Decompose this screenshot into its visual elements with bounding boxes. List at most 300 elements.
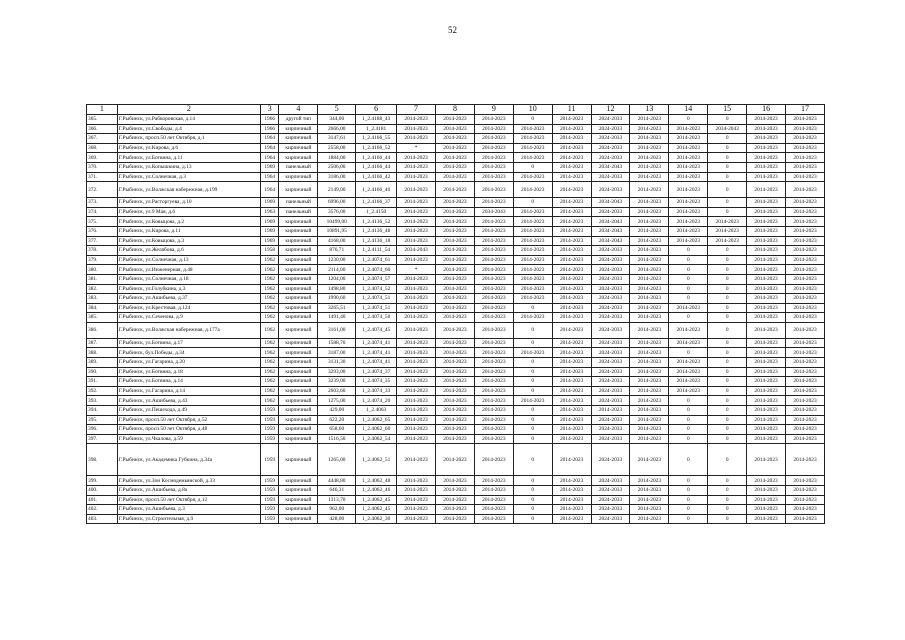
table-cell: 2558,00 bbox=[318, 143, 356, 153]
table-cell: 1959 bbox=[261, 434, 279, 444]
table-row bbox=[87, 207, 825, 217]
column-header: 2 bbox=[117, 105, 260, 115]
table-cell: панельный bbox=[279, 207, 318, 217]
column-header: 12 bbox=[591, 105, 630, 115]
table-cell: 2014-2023 bbox=[474, 182, 513, 198]
table-cell: Г.Рыбинск, просп.50 лет Октября, д.12 bbox=[117, 495, 260, 505]
table-cell: 403. bbox=[87, 514, 118, 524]
table-cell: 387. bbox=[87, 338, 118, 348]
table-cell: 0 bbox=[669, 406, 708, 416]
column-header: 4 bbox=[279, 105, 318, 115]
table-cell: 2024-2033 bbox=[591, 182, 630, 198]
table-cell: кирпичный bbox=[279, 303, 318, 313]
table-cell: Г.Рыбинск, ул.Ботвина, д.17 bbox=[117, 338, 260, 348]
table-cell: 2034-2043 bbox=[397, 246, 436, 256]
table-cell: Г.Рыбинск, ул.Желябова, д.6 bbox=[117, 246, 260, 256]
table-cell: 2014-2023 bbox=[513, 294, 552, 304]
table-row bbox=[87, 358, 825, 368]
table-cell: 2014-2023 bbox=[630, 313, 669, 323]
table-cell: 2014-2023 bbox=[786, 198, 825, 208]
table-cell: 2014-2023 bbox=[552, 246, 591, 256]
table-cell: 2014-2023 bbox=[630, 246, 669, 256]
table-cell: Г.Рыбинск, ул.Расторгуева, д.10 bbox=[117, 198, 260, 208]
table-cell: 1959 bbox=[261, 425, 279, 435]
table-cell: 0 bbox=[708, 348, 747, 358]
table-cell: 2014-2023 bbox=[474, 406, 513, 416]
table-cell: 0 bbox=[513, 406, 552, 416]
table-cell: 2014-2023 bbox=[552, 162, 591, 172]
table-cell: 2014-2023 bbox=[786, 377, 825, 387]
table-cell: 2014-2023 bbox=[474, 338, 513, 348]
table-cell: 0 bbox=[708, 207, 747, 217]
table-cell: 2014-2023 bbox=[786, 246, 825, 256]
table-cell: 2024-2033 bbox=[591, 425, 630, 435]
table-cell: 2014-2023 bbox=[786, 358, 825, 368]
table-cell: 2024-2033 bbox=[591, 495, 630, 505]
table-cell: 397. bbox=[87, 434, 118, 444]
table-cell: 1_2.4166_52 bbox=[356, 143, 397, 153]
table-cell: 1_2.4136_52 bbox=[356, 217, 397, 227]
table-row bbox=[87, 274, 825, 284]
table-cell: 2014-2023 bbox=[786, 348, 825, 358]
table-cell: 2014-2023 bbox=[513, 153, 552, 163]
table-cell: 0 bbox=[513, 322, 552, 338]
table-cell: 0 bbox=[669, 115, 708, 125]
table-cell: 4448,80 bbox=[318, 476, 356, 486]
table-cell: 2014-2023 bbox=[397, 207, 436, 217]
table-cell: 0 bbox=[513, 486, 552, 496]
table-cell: 0 bbox=[669, 284, 708, 294]
table-cell: 2014-2023 bbox=[630, 162, 669, 172]
table-cell: 1958 bbox=[261, 246, 279, 256]
table-cell: Г.Рыбинск, ул.Волжская набережная, д.199 bbox=[117, 182, 260, 198]
table-cell: 2014-2023 bbox=[786, 162, 825, 172]
table-cell: 344,00 bbox=[318, 115, 356, 125]
table-cell: 1962 bbox=[261, 396, 279, 406]
table-cell: кирпичный bbox=[279, 182, 318, 198]
table-cell: 2014-2023 bbox=[513, 182, 552, 198]
table-cell: 1_2.4074_37 bbox=[356, 367, 397, 377]
table-cell: 2014-2023 bbox=[630, 358, 669, 368]
table-cell: 2014-2023 bbox=[436, 115, 475, 125]
table-cell: кирпичный bbox=[279, 434, 318, 444]
table-cell: 2014-2023 bbox=[552, 143, 591, 153]
table-cell: 0 bbox=[708, 134, 747, 144]
table-cell: 2014-2023 bbox=[474, 236, 513, 246]
table-cell: 2014-2023 bbox=[786, 486, 825, 496]
table-cell: 2014-2023 bbox=[397, 313, 436, 323]
table-cell: 2014-2023 bbox=[397, 198, 436, 208]
table-cell: кирпичный bbox=[279, 495, 318, 505]
table-cell: 2014-2023 bbox=[397, 236, 436, 246]
table-cell: 2014-2023 bbox=[513, 143, 552, 153]
table-cell: 2014-2023 bbox=[786, 495, 825, 505]
table-cell: 2014-2023 bbox=[397, 386, 436, 396]
table-cell: Г.Рыбинск, ул.Ботвина, д.18 bbox=[117, 367, 260, 377]
table-cell: 1265,00 bbox=[318, 444, 356, 476]
table-row bbox=[87, 265, 825, 275]
table-cell: 2014-2023 bbox=[786, 294, 825, 304]
table-cell: 2014-2023 bbox=[747, 134, 786, 144]
table-cell: 391. bbox=[87, 377, 118, 387]
table-row bbox=[87, 434, 825, 444]
table-cell: 2603,60 bbox=[318, 386, 356, 396]
table-cell: кирпичный bbox=[279, 284, 318, 294]
table-cell: 2014-2023 bbox=[630, 217, 669, 227]
table-cell: 2014-2023 bbox=[513, 124, 552, 134]
table-cell: 2024-2033 bbox=[591, 476, 630, 486]
table-cell: 2014-2023 bbox=[397, 322, 436, 338]
table-cell: 0 bbox=[708, 265, 747, 275]
table-cell: Г.Рыбинск, ул.Солнечная, д.18 bbox=[117, 274, 260, 284]
table-cell: 1990,60 bbox=[318, 294, 356, 304]
column-header: 15 bbox=[708, 105, 747, 115]
table-cell: 385. bbox=[87, 313, 118, 323]
table-cell: 2014-2023 bbox=[397, 415, 436, 425]
table-cell: 2014-2023 bbox=[474, 486, 513, 496]
table-cell: 2014-2023 bbox=[552, 198, 591, 208]
table-cell: Г.Рыбинск, просп.50 лет Октября, д.1 bbox=[117, 134, 260, 144]
table-cell: 2034-2043 bbox=[591, 226, 630, 236]
table-cell: 2014-2023 bbox=[630, 255, 669, 265]
table-cell: 1230,00 bbox=[318, 255, 356, 265]
table-cell: 2014-2023 bbox=[630, 406, 669, 416]
table-cell: 2014-2023 bbox=[630, 236, 669, 246]
table-cell: 658,60 bbox=[318, 425, 356, 435]
table-cell: 2014-2023 bbox=[552, 217, 591, 227]
table-cell: 2014-2023 bbox=[513, 207, 552, 217]
table-cell: 2014-2023 bbox=[669, 207, 708, 217]
table-cell: 0 bbox=[669, 396, 708, 406]
table-cell: 1964 bbox=[261, 134, 279, 144]
table-cell: 2014-2023 bbox=[397, 274, 436, 284]
table-cell: 2014-2023 bbox=[708, 236, 747, 246]
table-cell: 2014-2023 bbox=[747, 348, 786, 358]
table-cell: 2014-2023 bbox=[669, 358, 708, 368]
table-cell: 2014-2023 bbox=[436, 198, 475, 208]
table-cell: 2034-2043 bbox=[591, 198, 630, 208]
column-header: 13 bbox=[630, 105, 669, 115]
table-cell: кирпичный bbox=[279, 134, 318, 144]
table-cell: 1962 bbox=[261, 322, 279, 338]
table-cell: кирпичный bbox=[279, 236, 318, 246]
table-cell: 1_2.4074_33 bbox=[356, 386, 397, 396]
table-cell: 2014-2023 bbox=[436, 396, 475, 406]
table-cell: 0 bbox=[669, 274, 708, 284]
table-cell: 2014-2023 bbox=[747, 162, 786, 172]
table-cell: 2034-2043 bbox=[591, 162, 630, 172]
table-cell: 2014-2023 bbox=[552, 495, 591, 505]
table-cell: 2014-2023 bbox=[747, 143, 786, 153]
table-cell: кирпичный bbox=[279, 377, 318, 387]
table-cell: 1962 bbox=[261, 284, 279, 294]
table-cell: кирпичный bbox=[279, 396, 318, 406]
table-cell: 2024-2033 bbox=[591, 348, 630, 358]
table-cell: 2014-2023 bbox=[552, 182, 591, 198]
table-row bbox=[87, 143, 825, 153]
table-cell: 379. bbox=[87, 255, 118, 265]
table-cell: 1962 bbox=[261, 294, 279, 304]
table-cell: 2014-2023 bbox=[630, 303, 669, 313]
table-cell: 2014-2023 bbox=[474, 162, 513, 172]
table-cell: 2014-2023 bbox=[630, 486, 669, 496]
table-cell: 377. bbox=[87, 236, 118, 246]
table-cell: 2014-2023 bbox=[552, 255, 591, 265]
table-cell: 400. bbox=[87, 486, 118, 496]
column-header: 10 bbox=[513, 105, 552, 115]
table-cell: 2014-2023 bbox=[630, 265, 669, 275]
table-cell: 373. bbox=[87, 198, 118, 208]
table-cell: 1_2.4136_48 bbox=[356, 226, 397, 236]
table-cell: 2014-2023 bbox=[397, 115, 436, 125]
table-cell: 2014-2023 bbox=[474, 198, 513, 208]
table-row bbox=[87, 444, 825, 476]
table-cell: 2014-2023 bbox=[747, 505, 786, 515]
table-cell: 2014-2023 bbox=[747, 425, 786, 435]
table-cell: 2014-2023 bbox=[552, 284, 591, 294]
table-row bbox=[87, 172, 825, 182]
table-cell: 2014-2023 bbox=[397, 226, 436, 236]
table-cell: Г.Рыбинск, ул.Гагарина, д.20 bbox=[117, 358, 260, 368]
table-cell: 2014-2023 bbox=[669, 226, 708, 236]
table-cell: 2014-2023 bbox=[474, 514, 513, 524]
table-cell: 6996,00 bbox=[318, 198, 356, 208]
table-cell: 2024-2033 bbox=[591, 514, 630, 524]
table-row bbox=[87, 246, 825, 256]
table-cell: 2014-2023 bbox=[474, 134, 513, 144]
table-cell: 3187,00 bbox=[318, 348, 356, 358]
table-cell: 2014-2023 bbox=[747, 434, 786, 444]
table-cell: 1_2.4150 bbox=[356, 207, 397, 217]
table-cell: 0 bbox=[708, 322, 747, 338]
table-cell: 2014-2023 bbox=[786, 476, 825, 486]
table-cell: 395. bbox=[87, 415, 118, 425]
table-cell: 396. bbox=[87, 425, 118, 435]
table-cell: кирпичный bbox=[279, 386, 318, 396]
table-cell: 367. bbox=[87, 134, 118, 144]
table-cell: 1_2.4074_52 bbox=[356, 284, 397, 294]
column-header: 6 bbox=[356, 105, 397, 115]
table-cell: 376. bbox=[87, 226, 118, 236]
table-cell: 2014-2023 bbox=[436, 284, 475, 294]
table-cell: Г.Рыбинск, ул.Академика Губкина, д.34а bbox=[117, 444, 260, 476]
table-cell: 2014-2023 bbox=[474, 495, 513, 505]
table-cell: 1_2.4062_46 bbox=[356, 486, 397, 496]
table-cell: Г.Рыбинск, ул.Солнечная, д.13 bbox=[117, 255, 260, 265]
table-cell: 2014-2023 bbox=[513, 396, 552, 406]
table-cell: 2014-2023 bbox=[436, 217, 475, 227]
column-header: 7 bbox=[397, 105, 436, 115]
table-cell: Г.Рыбинск, ул.Солнечная, д.3 bbox=[117, 172, 260, 182]
table-row bbox=[87, 182, 825, 198]
table-cell: 2014-2023 bbox=[552, 415, 591, 425]
table-cell: 2014-2023 bbox=[552, 313, 591, 323]
table-cell: 2014-2023 bbox=[513, 255, 552, 265]
table-cell: Г.Рыбинск, ул.Ашибьева, д.43 bbox=[117, 396, 260, 406]
table-cell: 1959 bbox=[261, 495, 279, 505]
table-cell: 2014-2023 bbox=[474, 358, 513, 368]
table-cell: 2014-2023 bbox=[474, 348, 513, 358]
table-cell: 2014-2023 bbox=[786, 134, 825, 144]
column-header: 14 bbox=[669, 105, 708, 115]
table-cell: кирпичный bbox=[279, 322, 318, 338]
table-cell: 2014-2023 bbox=[669, 377, 708, 387]
table-cell: 2014-2023 bbox=[474, 313, 513, 323]
table-cell: 2024-2033 bbox=[591, 284, 630, 294]
table-cell: 2014-2023 bbox=[786, 505, 825, 515]
table-cell: 2014-2023 bbox=[747, 476, 786, 486]
table-cell: 0 bbox=[669, 486, 708, 496]
table-cell: 369. bbox=[87, 153, 118, 163]
table-cell: 0 bbox=[708, 274, 747, 284]
table-cell: 2014-2023 bbox=[513, 217, 552, 227]
table-cell: 2014-2023 bbox=[747, 198, 786, 208]
table-row bbox=[87, 367, 825, 377]
table-cell: 2014-2023 bbox=[786, 514, 825, 524]
table-cell: 2014-2023 bbox=[474, 377, 513, 387]
table-cell: другой тип bbox=[279, 115, 318, 125]
table-cell: 2014-2023 bbox=[397, 284, 436, 294]
table-cell: 0 bbox=[669, 425, 708, 435]
table-cell: 2014-2023 bbox=[747, 124, 786, 134]
table-cell: Г.Рыбинск, ул.Строительная, д.9 bbox=[117, 514, 260, 524]
table-row bbox=[87, 396, 825, 406]
table-cell: 2024-2033 bbox=[591, 505, 630, 515]
table-cell: кирпичный bbox=[279, 265, 318, 275]
table-cell: 1498,80 bbox=[318, 284, 356, 294]
table-cell: 2014-2023 bbox=[513, 284, 552, 294]
table-cell: 1_2.4074_51 bbox=[356, 303, 397, 313]
table-cell: 2014-2023 bbox=[397, 153, 436, 163]
table-cell: 2014-2023 bbox=[552, 486, 591, 496]
table-cell: 1969 bbox=[261, 226, 279, 236]
table-cell: 2014-2023 bbox=[747, 226, 786, 236]
table-row bbox=[87, 495, 825, 505]
table-cell: 0 bbox=[669, 514, 708, 524]
housing-schedule-table bbox=[86, 104, 825, 524]
table-cell: 2014-2023 bbox=[474, 294, 513, 304]
table-cell: 2014-2023 bbox=[786, 367, 825, 377]
table-cell: 2014-2023 bbox=[630, 377, 669, 387]
table-cell: 876,71 bbox=[318, 246, 356, 256]
table-cell: 2014-2023 bbox=[747, 514, 786, 524]
table-cell: 2014-2023 bbox=[786, 265, 825, 275]
table-cell: кирпичный bbox=[279, 415, 318, 425]
table-cell: 2014-2023 bbox=[513, 134, 552, 144]
table-cell: 2014-2023 bbox=[474, 415, 513, 425]
table-cell: 2014-2023 bbox=[747, 246, 786, 256]
table-cell: 2014-2023 bbox=[552, 124, 591, 134]
table-cell: 1963 bbox=[261, 207, 279, 217]
table-cell: 2014-2023 bbox=[630, 134, 669, 144]
table-cell: Г.Рыбинск, ул.Чкалова, д.59 bbox=[117, 434, 260, 444]
table-cell: 381. bbox=[87, 274, 118, 284]
table-cell: 2014-2023 bbox=[474, 274, 513, 284]
table-cell: 1966 bbox=[261, 124, 279, 134]
table-cell: 2014-2023 bbox=[669, 217, 708, 227]
table-cell: 2024-2033 bbox=[591, 367, 630, 377]
table-cell: 2014-2023 bbox=[630, 338, 669, 348]
table-cell: 0 bbox=[513, 338, 552, 348]
table-cell: 2014-2023 bbox=[786, 313, 825, 323]
table-cell: кирпичный bbox=[279, 476, 318, 486]
table-cell: 2014-2023 bbox=[436, 406, 475, 416]
table-cell: Г.Рыбинск, ул.Свободы, д.4 bbox=[117, 124, 260, 134]
table-cell: кирпичный bbox=[279, 294, 318, 304]
table-cell: 2014-2023 bbox=[397, 396, 436, 406]
table-cell: 2014-2023 bbox=[436, 143, 475, 153]
table-cell: 2014-2023 bbox=[474, 386, 513, 396]
table-cell: Г.Рыбинск, бул.Победы, д.34 bbox=[117, 348, 260, 358]
table-cell: 2014-2023 bbox=[552, 425, 591, 435]
table-cell: 1_2.4074_57 bbox=[356, 274, 397, 284]
table-cell: 2014-2023 bbox=[630, 294, 669, 304]
table-cell: 2024-2033 bbox=[591, 255, 630, 265]
table-cell: 2014-2023 bbox=[436, 505, 475, 515]
table-cell: Г.Рыбинск, ул.Сеченова, д.9 bbox=[117, 313, 260, 323]
table-cell: 2014-2023 bbox=[630, 367, 669, 377]
table-cell: 390. bbox=[87, 367, 118, 377]
table-cell: 2014-2023 bbox=[786, 386, 825, 396]
table-cell: кирпичный bbox=[279, 226, 318, 236]
table-cell: 365. bbox=[87, 115, 118, 125]
table-cell: кирпичный bbox=[279, 406, 318, 416]
table-cell: 1_2.4062_45 bbox=[356, 495, 397, 505]
table-cell: 2014-2023 bbox=[669, 386, 708, 396]
table-cell: 2014-2023 bbox=[630, 514, 669, 524]
table-cell: 2014-2023 bbox=[786, 172, 825, 182]
table-cell: 2014-2023 bbox=[397, 134, 436, 144]
table-cell: 2014-2023 bbox=[747, 172, 786, 182]
table-cell: 2014-2023 bbox=[436, 172, 475, 182]
table-cell: 1959 bbox=[261, 514, 279, 524]
table-cell: 1_2.4074_41 bbox=[356, 348, 397, 358]
table-cell: 2014-2023 bbox=[397, 124, 436, 134]
table-cell: 2014-2023 bbox=[630, 425, 669, 435]
table-row bbox=[87, 236, 825, 246]
table-cell: 366. bbox=[87, 124, 118, 134]
table-cell: 1969 bbox=[261, 217, 279, 227]
table-cell: 2014-2023 bbox=[630, 322, 669, 338]
table-cell: 2014-2023 bbox=[436, 255, 475, 265]
table-cell: 2014-2023 bbox=[436, 303, 475, 313]
table-cell: 0 bbox=[708, 338, 747, 348]
table-cell: кирпичный bbox=[279, 274, 318, 284]
table-cell: 0 bbox=[669, 444, 708, 476]
table-cell: 0 bbox=[708, 486, 747, 496]
table-cell: 1313,70 bbox=[318, 495, 356, 505]
table-cell: 2014-2023 bbox=[552, 115, 591, 125]
table-cell: 2014-2023 bbox=[436, 313, 475, 323]
table-row bbox=[87, 284, 825, 294]
table-cell: Г.Рыбинск, ул.Ботвина, д.11 bbox=[117, 153, 260, 163]
table-cell: 3293,00 bbox=[318, 367, 356, 377]
table-cell: 0 bbox=[708, 495, 747, 505]
table-cell: кирпичный bbox=[279, 348, 318, 358]
table-cell: 399. bbox=[87, 476, 118, 486]
table-row bbox=[87, 486, 825, 496]
column-header: 16 bbox=[747, 105, 786, 115]
table-cell: кирпичный bbox=[279, 172, 318, 182]
table-cell: 1_2.4074_35 bbox=[356, 377, 397, 387]
table-cell: панельный bbox=[279, 198, 318, 208]
table-cell: 2034-2043 bbox=[591, 236, 630, 246]
table-cell: 2014-2023 bbox=[630, 143, 669, 153]
table-cell: 2014-2023 bbox=[436, 415, 475, 425]
table-cell: 2014-2023 bbox=[474, 143, 513, 153]
table-cell: 0 bbox=[513, 495, 552, 505]
table-cell: 2014-2023 bbox=[747, 284, 786, 294]
